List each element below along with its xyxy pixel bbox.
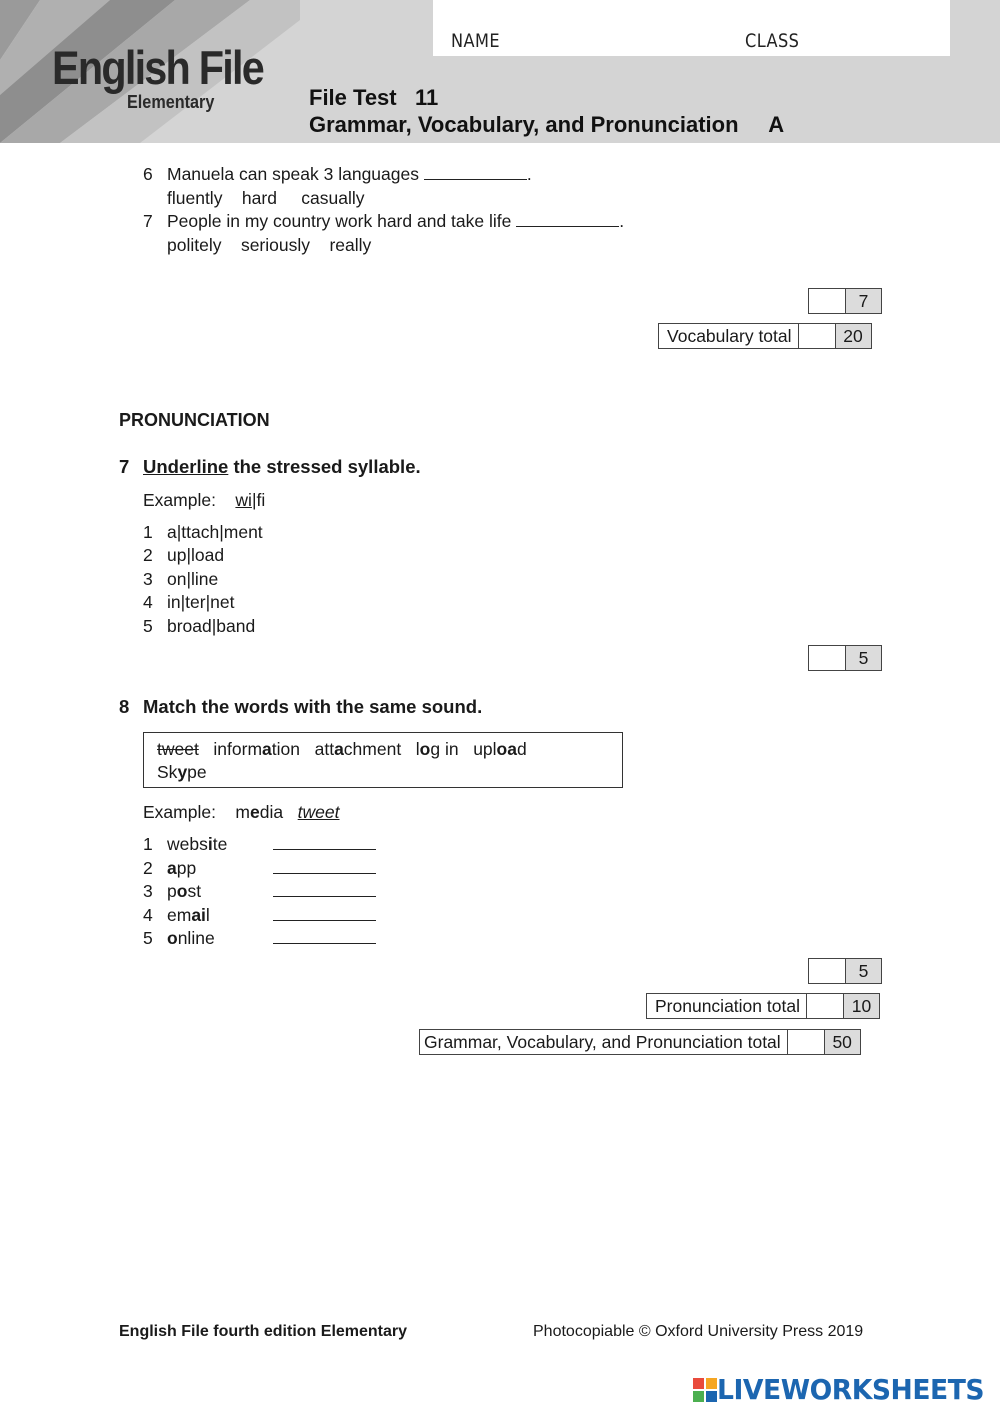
score-input[interactable] xyxy=(809,289,846,313)
pronunciation-total-score xyxy=(646,993,880,1019)
score-max: 20 xyxy=(836,324,871,348)
section-heading: PRONUNCIATION xyxy=(119,410,270,430)
vocab-q7-text: People in my country work hard and take life . xyxy=(167,211,625,231)
list-item-number: 5 xyxy=(143,928,153,948)
list-item: online xyxy=(167,928,215,948)
vocab-q7-options xyxy=(167,235,371,255)
list-item: website xyxy=(167,834,228,854)
page-header xyxy=(0,0,1000,143)
grand-total-label: Grammar, Vocabulary, and Pronunciation total xyxy=(420,1030,788,1054)
exercise-8-number: 8 xyxy=(119,696,130,717)
exercise-8-instruction: Match the words with the same sound. xyxy=(143,696,483,717)
exercise-7-instruction: Underline the stressed syllable. xyxy=(143,456,421,477)
exercise-7-score xyxy=(808,645,882,671)
list-item: app xyxy=(167,858,197,878)
vocab-section-score xyxy=(808,288,882,314)
list-item[interactable]: broad|band xyxy=(167,616,256,636)
score-input[interactable] xyxy=(788,1030,825,1054)
score-max: 5 xyxy=(846,646,881,670)
footer-edition: English File fourth edition Elementary xyxy=(119,1323,408,1340)
list-item: post xyxy=(167,881,202,901)
score-input[interactable] xyxy=(809,646,846,670)
list-item-number: 4 xyxy=(143,905,153,925)
list-item-number: 2 xyxy=(143,858,153,878)
score-max: 7 xyxy=(846,289,881,313)
grand-total-score xyxy=(419,1029,861,1055)
option[interactable]: hard xyxy=(241,188,277,208)
list-item-number: 3 xyxy=(143,881,153,901)
list-item-number: 4 xyxy=(143,592,153,612)
list-item: email xyxy=(167,905,210,925)
word-attachment: attachment xyxy=(314,739,402,759)
score-input[interactable] xyxy=(799,324,836,348)
example-answer: tweet xyxy=(297,802,340,822)
list-item-number: 3 xyxy=(143,569,153,589)
name-label: NAME xyxy=(451,30,500,52)
test-subtitle: Grammar, Vocabulary, and Pronunciation A xyxy=(309,112,785,137)
vocab-q7-blank[interactable] xyxy=(516,211,619,227)
answer-blank[interactable] xyxy=(273,858,376,878)
logo-title: English File xyxy=(52,41,263,94)
score-input[interactable] xyxy=(807,994,844,1018)
pronunciation-total-label: Pronunciation total xyxy=(647,994,807,1018)
class-label: CLASS xyxy=(745,30,800,52)
exercise-8-example: Example: media tweet xyxy=(143,802,340,822)
answer-blank[interactable] xyxy=(273,834,376,854)
score-input[interactable] xyxy=(809,959,846,983)
exercise-8-score xyxy=(808,958,882,984)
score-max: 10 xyxy=(844,994,879,1018)
test-version: A xyxy=(768,112,785,137)
list-item-number: 2 xyxy=(143,545,153,565)
logo-subtitle: Elementary xyxy=(127,92,215,112)
list-item[interactable]: on|line xyxy=(167,569,219,589)
footer-copyright: Photocopiable © Oxford University Press 2019 xyxy=(533,1323,864,1340)
score-max: 5 xyxy=(846,959,881,983)
vocab-q6-text: Manuela can speak 3 languages . xyxy=(167,164,532,184)
word-box-line-1 xyxy=(157,739,527,760)
exercise-7-number: 7 xyxy=(119,456,130,477)
word-information: information xyxy=(213,739,300,759)
vocab-q7-number: 7 xyxy=(143,211,153,231)
list-item-number: 1 xyxy=(143,834,153,854)
word-box-line-2 xyxy=(157,762,207,783)
liveworksheets-logo-icon xyxy=(693,1378,717,1402)
word-log-in: log in xyxy=(415,739,459,759)
score-max: 50 xyxy=(825,1030,860,1054)
option[interactable]: really xyxy=(329,235,372,255)
vocab-total-score xyxy=(658,323,872,349)
list-item-number: 5 xyxy=(143,616,153,636)
option[interactable]: casually xyxy=(301,188,365,208)
list-item-number: 1 xyxy=(143,522,153,542)
list-item[interactable]: a|ttach|ment xyxy=(167,522,263,542)
answer-blank[interactable] xyxy=(273,881,376,901)
list-item[interactable]: in|ter|net xyxy=(167,592,235,612)
name-class-box xyxy=(433,0,950,56)
liveworksheets-watermark xyxy=(693,1373,998,1406)
liveworksheets-text: LIVEWORKSHEETS xyxy=(717,1373,985,1406)
word-box xyxy=(143,732,623,788)
test-title: File Test 11 xyxy=(309,85,439,110)
answer-blank[interactable] xyxy=(273,928,376,948)
list-item[interactable]: up|load xyxy=(167,545,225,565)
vocab-total-label: Vocabulary total xyxy=(659,324,799,348)
option[interactable]: fluently xyxy=(167,188,223,208)
option[interactable]: seriously xyxy=(240,235,310,255)
word-skype: Skype xyxy=(157,762,207,782)
word-upload: upload xyxy=(473,739,527,759)
vocab-q6-options xyxy=(167,188,364,208)
option[interactable]: politely xyxy=(167,235,222,255)
vocab-q6-number: 6 xyxy=(143,164,153,184)
word-tweet: tweet xyxy=(157,739,199,759)
exercise-7-example: Example: wi|fi xyxy=(143,490,266,510)
vocab-q6-blank[interactable] xyxy=(424,164,527,180)
answer-blank[interactable] xyxy=(273,905,376,925)
